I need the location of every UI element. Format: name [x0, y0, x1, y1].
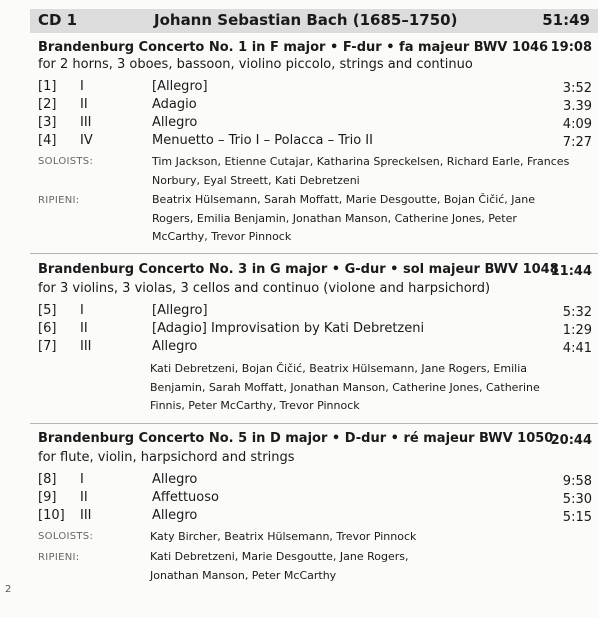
track-number: [7] [38, 339, 57, 354]
movement-number: IV [80, 133, 93, 148]
soloists-list: Katy Bircher, Beatrix Hülsemann, Trevor Pinnock [150, 530, 417, 543]
track-duration: 3.39 [563, 99, 592, 114]
track-title: Allegro [152, 115, 198, 130]
track-row [38, 339, 592, 357]
track-number: [3] [38, 115, 57, 130]
cd-header-bar [30, 9, 598, 33]
track-duration: 9:58 [562, 474, 592, 489]
track-title: Allegro [152, 339, 198, 354]
track-duration: 3:52 [562, 81, 592, 96]
ripieni-label: RIPIENI: [38, 552, 80, 563]
track-title: Adagio [152, 97, 197, 112]
page-number: 2 [5, 584, 12, 595]
concerto-duration: 20:44 [550, 433, 592, 448]
soloists-list: Tim Jackson, Etienne Cutajar, Katharina Spreckelsen, Richard Earle, Frances Norbury, Eyal Streett, Kati Debretzeni [152, 155, 570, 187]
track-title: Menuetto – Trio I – Polacca – Trio II [152, 133, 373, 148]
cd-label: CD 1 [38, 11, 78, 29]
ripieni-list: Beatrix Hülsemann, Sarah Moffatt, Marie Desgoutte, Bojan Čičić, Jane Rogers, Emilia Benjamin, Jonathan Manson, Catherine Jones, Peter McCarthy, Trevor Pinnock [152, 193, 536, 243]
track-title: [Adagio] Improvisation by Kati Debretzeni [152, 321, 425, 336]
track-number: [1] [38, 79, 57, 94]
track-row [38, 115, 592, 133]
players-list: Kati Debretzeni, Bojan Čičić, Beatrix Hülsemann, Jane Rogers, Emilia Benjamin, Sarah Moffatt, Jonathan Manson, Catherine Jones, Catherine Finnis, Peter McCarthy, Trevor Pinnock [150, 362, 540, 412]
section-divider [30, 253, 598, 254]
ripieni-label: RIPIENI: [38, 195, 80, 206]
movement-number: III [80, 115, 92, 130]
track-number: [4] [38, 133, 57, 148]
movement-number: II [80, 321, 88, 336]
instrumentation: for 3 violins, 3 violas, 3 cellos and continuo (violone and harpsichord) [38, 281, 491, 296]
soloists-label: SOLOISTS: [38, 156, 94, 167]
track-row [38, 303, 592, 321]
concerto-section-1 [30, 37, 598, 249]
instrumentation: for flute, violin, harpsichord and strings [38, 450, 295, 465]
track-title: Affettuoso [152, 490, 219, 505]
track-row [38, 133, 592, 151]
ripieni-list: Kati Debretzeni, Marie Desgoutte, Jane Rogers, Jonathan Manson, Peter McCarthy [150, 550, 409, 582]
concerto-duration: 19:08 [550, 40, 592, 55]
track-number: [6] [38, 321, 57, 336]
track-title: [Allegro] [152, 303, 208, 318]
movement-number: III [80, 339, 92, 354]
movement-number: I [80, 303, 84, 318]
concerto-duration: 11:44 [550, 264, 592, 279]
concerto-title: Brandenburg Concerto No. 3 in G major • G-dur • sol majeur BWV 1048 [38, 262, 559, 277]
concerto-section-3 [30, 262, 598, 417]
track-number: [8] [38, 472, 57, 487]
concerto-title: Brandenburg Concerto No. 5 in D major • D-dur • ré majeur BWV 1050 [38, 431, 554, 446]
track-number: [9] [38, 490, 57, 505]
concerto-section-5 [30, 431, 598, 586]
track-number: [2] [38, 97, 57, 112]
track-row [38, 490, 592, 508]
track-duration: 4:09 [562, 117, 592, 132]
track-row [38, 97, 592, 115]
track-duration: 5:15 [562, 510, 592, 525]
track-number: [5] [38, 303, 57, 318]
track-duration: 7:27 [562, 135, 592, 150]
total-duration: 51:49 [542, 11, 590, 29]
movement-number: II [80, 490, 88, 505]
concerto-title: Brandenburg Concerto No. 1 in F major • F-dur • fa majeur BWV 1046 [38, 40, 549, 55]
track-number: [10] [38, 508, 65, 523]
movement-number: I [80, 472, 84, 487]
track-duration: 1:29 [562, 323, 592, 338]
track-row [38, 321, 592, 339]
track-duration: 4:41 [562, 341, 592, 356]
movement-number: II [80, 97, 88, 112]
track-row [38, 472, 592, 490]
composer-heading: Johann Sebastian Bach (1685–1750) [154, 11, 458, 29]
track-duration: 5:32 [562, 305, 592, 320]
instrumentation: for 2 horns, 3 oboes, bassoon, violino piccolo, strings and continuo [38, 57, 473, 72]
movement-number: I [80, 79, 84, 94]
section-divider [30, 423, 598, 424]
soloists-label: SOLOISTS: [38, 531, 94, 542]
track-row [38, 79, 592, 97]
track-duration: 5:30 [562, 492, 592, 507]
movement-number: III [80, 508, 92, 523]
track-title: Allegro [152, 508, 198, 523]
track-row [38, 508, 592, 526]
track-title: Allegro [152, 472, 198, 487]
track-title: [Allegro] [152, 79, 208, 94]
